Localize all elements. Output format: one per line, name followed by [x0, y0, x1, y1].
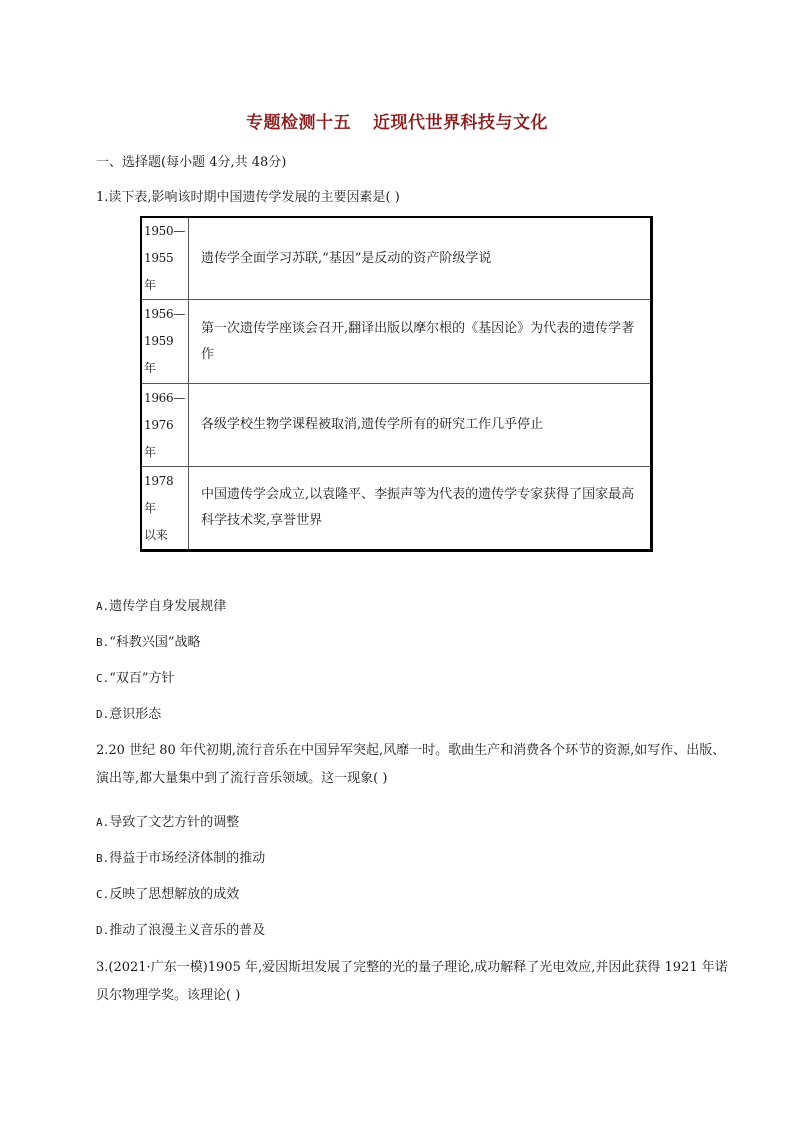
- year-cell: [141, 217, 189, 300]
- q2-option-c: [96, 886, 239, 904]
- year-line: 1978: [144, 473, 174, 488]
- q1-option-b: [96, 634, 201, 652]
- year-line: 年: [144, 361, 156, 375]
- q2-option-b: [96, 850, 265, 868]
- option-text: 反映了思想解放的成效: [109, 887, 240, 902]
- table-row: [141, 300, 652, 384]
- option-text: 推动了浪漫主义音乐的普及: [109, 923, 266, 938]
- year-line: 1976: [144, 417, 174, 432]
- option-letter: A.: [96, 816, 110, 829]
- option-text: 导致了文艺方针的调整: [109, 815, 240, 830]
- question-3-stem: 3.(2021·广东一模)1905 年,爱因斯坦发展了完整的光的量子理论,成功解释了光电效应,并因此获得 1921 年诺贝尔物理学奖。该理论( ): [96, 960, 728, 1003]
- year-line: 1956—: [144, 307, 186, 321]
- q2-option-d: [96, 922, 265, 940]
- question-1-stem: 1.读下表,影响该时期中国遗传学发展的主要因素是( ): [96, 190, 400, 205]
- option-letter: B.: [96, 636, 110, 649]
- question-2-stem: 2.20 世纪 80 年代初期,流行音乐在中国异军突起,风靡一时。歌曲生产和消费各个环节的资源,如写作、出版、演出等,都大量集中到了流行音乐领域。这一现象( ): [96, 743, 726, 786]
- year-line: 1950—: [144, 224, 186, 238]
- option-text: 得益于市场经济体制的推动: [109, 851, 266, 866]
- option-letter: A.: [96, 600, 110, 613]
- description-cell: 第一次遗传学座谈会召开,翻译出版以摩尔根的《基因论》为代表的遗传学著作: [189, 300, 652, 384]
- option-letter: D.: [96, 924, 110, 937]
- option-text: 遗传学自身发展规律: [109, 599, 227, 614]
- option-letter: B.: [96, 852, 110, 865]
- option-text: 意识形态: [109, 707, 162, 722]
- title-part-2: 近现代世界科技与文化: [373, 113, 548, 133]
- title-part-1: 专题检测十五: [246, 113, 351, 133]
- q1-option-c: [96, 670, 175, 688]
- option-text: “双百”方针: [109, 671, 175, 686]
- option-text: “科教兴国”战略: [109, 635, 201, 650]
- table-row: [141, 467, 652, 551]
- description-cell: 中国遗传学会成立,以袁隆平、李振声等为代表的遗传学专家获得了国家最高科学技术奖,享誉世界: [189, 467, 652, 551]
- option-letter: D.: [96, 708, 110, 721]
- year-line: 1959: [144, 334, 174, 348]
- q1-option-a: [96, 598, 226, 616]
- q2-option-a: [96, 814, 239, 832]
- q1-option-d: [96, 706, 161, 724]
- table-row: [141, 384, 652, 467]
- year-cell: [141, 300, 189, 384]
- year-line: 年: [144, 444, 156, 459]
- description-cell: 遗传学全面学习苏联,“基因”是反动的资产阶级学说: [189, 217, 652, 300]
- year-line: 以来: [144, 527, 168, 542]
- description-cell: 各级学校生物学课程被取消,遗传学所有的研究工作几乎停止: [189, 384, 652, 467]
- year-cell: [141, 467, 189, 551]
- year-line: 1966—: [144, 390, 186, 405]
- year-cell: [141, 384, 189, 467]
- table-row: [141, 217, 652, 300]
- year-line: 年: [144, 278, 156, 292]
- year-line: 1955: [144, 251, 174, 265]
- option-letter: C.: [96, 672, 110, 685]
- option-letter: C.: [96, 888, 110, 901]
- genetics-history-table: [140, 216, 653, 552]
- page-title: [0, 108, 794, 133]
- section-heading: 一、选择题(每小题 4分,共 48分): [96, 155, 287, 170]
- year-line: 年: [144, 500, 156, 515]
